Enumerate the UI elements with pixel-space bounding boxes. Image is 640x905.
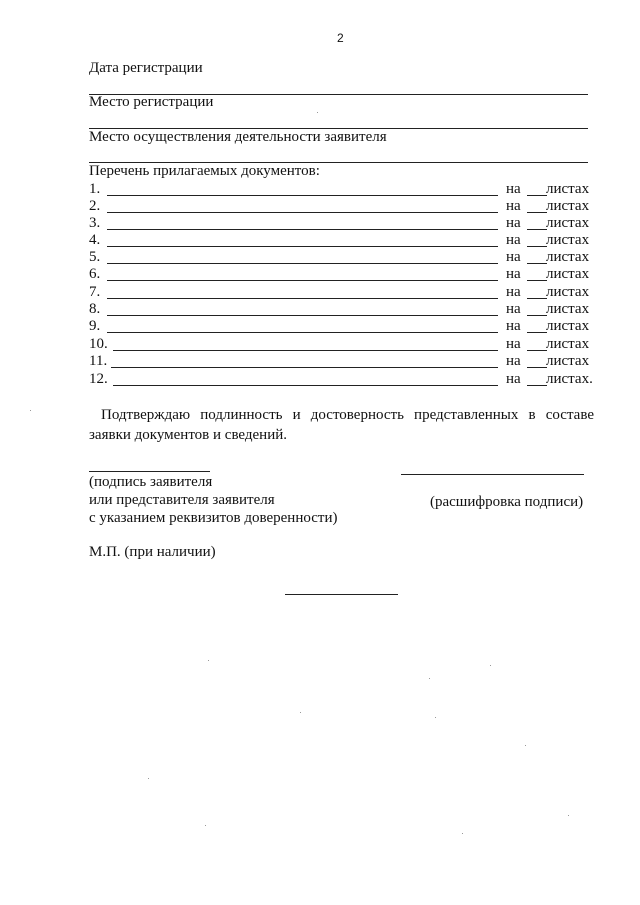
sheets-count-line[interactable] — [527, 350, 547, 351]
activity-place-label: Место осуществления деятельности заявителя — [89, 129, 387, 145]
scan-speck — [208, 660, 209, 661]
scan-speck — [429, 678, 430, 679]
on-label: на — [506, 371, 521, 387]
document-row — [89, 249, 594, 266]
document-row — [89, 181, 594, 198]
document-name-line[interactable] — [107, 229, 498, 230]
sheets-label: листах — [546, 198, 590, 214]
scan-speck — [205, 825, 206, 826]
document-number: 2. — [89, 198, 101, 214]
on-label: на — [506, 284, 521, 300]
scan-speck — [490, 665, 491, 666]
document-number: 7. — [89, 284, 101, 300]
document-name-line[interactable] — [113, 350, 498, 351]
document-number: 3. — [89, 215, 101, 231]
page-number: 2 — [337, 31, 344, 45]
sheets-count-line[interactable] — [527, 315, 547, 316]
closing-separator — [285, 594, 398, 595]
document-number: 4. — [89, 232, 101, 248]
scan-speck — [568, 815, 569, 816]
sheets-count-line[interactable] — [527, 229, 547, 230]
document-name-line[interactable] — [113, 385, 498, 386]
document-number: 8. — [89, 301, 101, 317]
document-row — [89, 353, 594, 370]
on-label: на — [506, 318, 521, 334]
document-number: 5. — [89, 249, 101, 265]
on-label: на — [506, 215, 521, 231]
on-label: на — [506, 353, 521, 369]
sheets-count-line[interactable] — [527, 263, 547, 264]
confirmation-paragraph — [89, 405, 594, 445]
document-name-line[interactable] — [107, 212, 498, 213]
sheets-label: листах — [546, 181, 590, 197]
document-row — [89, 318, 594, 335]
sheets-label: листах — [546, 353, 590, 369]
document-number: 10. — [89, 336, 108, 352]
sheets-label: листах — [546, 284, 590, 300]
document-name-line[interactable] — [107, 263, 498, 264]
sheets-count-line[interactable] — [527, 298, 547, 299]
decoding-line[interactable] — [401, 474, 584, 475]
signature-line[interactable] — [89, 471, 210, 472]
document-row — [89, 198, 594, 215]
document-name-line[interactable] — [107, 298, 498, 299]
sheets-label: листах — [546, 336, 590, 352]
confirmation-line-1: Подтверждаю подлинность и достоверность представленных в составе — [101, 407, 594, 423]
document-number: 11. — [89, 353, 108, 369]
document-number: 6. — [89, 266, 101, 282]
sheets-label: листах — [546, 232, 590, 248]
scan-speck — [317, 112, 318, 113]
documents-heading: Перечень прилагаемых документов: — [89, 163, 320, 179]
sheets-label: листах — [546, 215, 590, 231]
on-label: на — [506, 266, 521, 282]
signature-caption-1: (подпись заявителя — [89, 474, 213, 490]
document-row — [89, 371, 594, 388]
scan-speck — [462, 833, 463, 834]
document-name-line[interactable] — [107, 195, 498, 196]
document-name-line[interactable] — [107, 280, 498, 281]
sheets-count-line[interactable] — [527, 280, 547, 281]
sheets-count-line[interactable] — [527, 246, 547, 247]
document-name-line[interactable] — [111, 367, 498, 368]
document-row — [89, 336, 594, 353]
scan-speck — [525, 745, 526, 746]
document-row — [89, 301, 594, 318]
decoding-caption: (расшифровка подписи) — [430, 494, 584, 510]
registration-date-label: Дата регистрации — [89, 60, 203, 76]
sheets-count-line[interactable] — [527, 332, 547, 333]
sheets-count-line[interactable] — [527, 212, 547, 213]
on-label: на — [506, 198, 521, 214]
document-number: 12. — [89, 371, 108, 387]
on-label: на — [506, 232, 521, 248]
sheets-label: листах — [546, 301, 590, 317]
on-label: на — [506, 181, 521, 197]
stamp-label: М.П. (при наличии) — [89, 544, 216, 560]
document-row — [89, 232, 594, 249]
on-label: на — [506, 301, 521, 317]
document-number: 9. — [89, 318, 101, 334]
signature-caption-3: с указанием реквизитов доверенности) — [89, 510, 338, 526]
document-name-line[interactable] — [107, 315, 498, 316]
scan-speck — [148, 778, 149, 779]
document-row — [89, 284, 594, 301]
signature-caption-2: или представителя заявителя — [89, 492, 275, 508]
sheets-label: листах — [546, 318, 590, 334]
sheets-count-line[interactable] — [527, 367, 547, 368]
scan-speck — [435, 717, 436, 718]
on-label: на — [506, 249, 521, 265]
registration-place-label: Место регистрации — [89, 94, 214, 110]
document-number: 1. — [89, 181, 101, 197]
sheets-count-line[interactable] — [527, 195, 547, 196]
document-row — [89, 215, 594, 232]
sheets-label: листах — [546, 266, 590, 282]
document-name-line[interactable] — [107, 332, 498, 333]
sheets-label: листах. — [546, 371, 593, 387]
confirmation-line-2: заявки документов и сведений. — [89, 427, 288, 443]
scan-speck — [30, 410, 31, 411]
sheets-count-line[interactable] — [527, 385, 547, 386]
document-row — [89, 266, 594, 283]
on-label: на — [506, 336, 521, 352]
document-name-line[interactable] — [107, 246, 498, 247]
scan-speck — [300, 712, 301, 713]
sheets-label: листах — [546, 249, 590, 265]
